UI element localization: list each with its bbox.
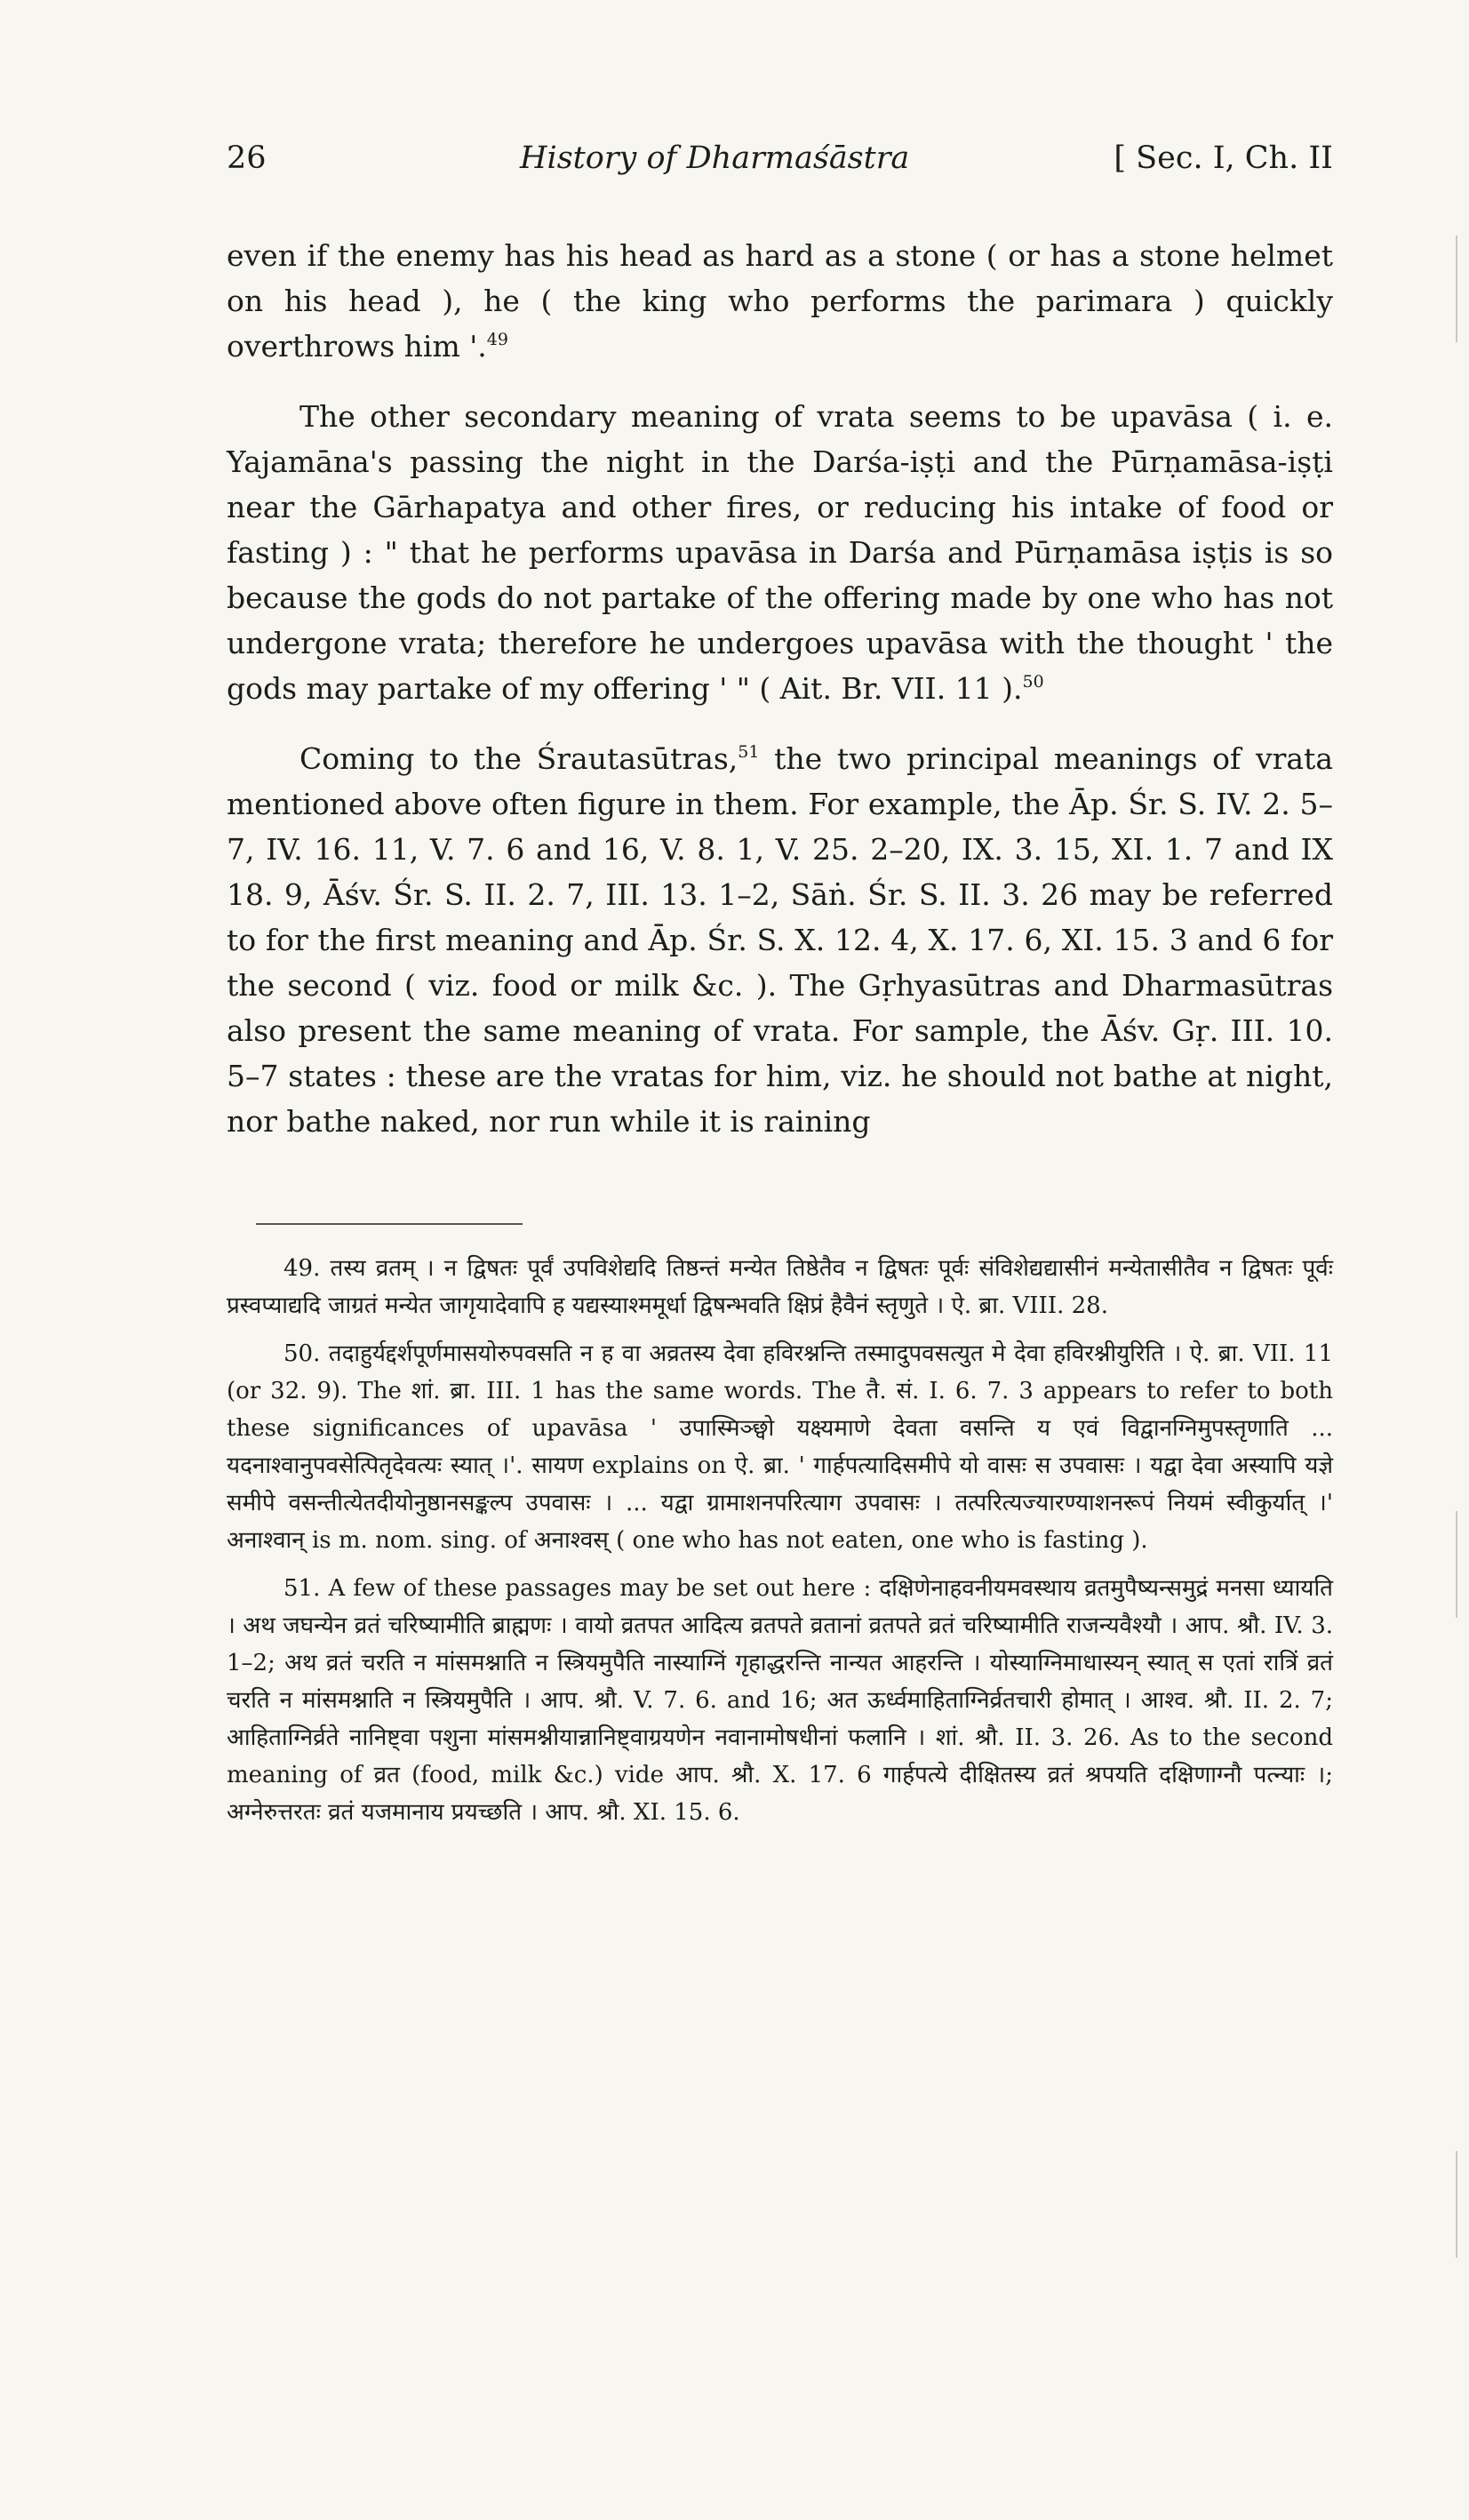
scan-margin-line xyxy=(1456,2151,1457,2258)
section-label: [ Sec. I, Ch. II xyxy=(1114,140,1333,176)
footnote xyxy=(227,1570,1333,1831)
main-text xyxy=(227,233,1333,1169)
footnote-ref: 49 xyxy=(486,330,508,349)
paragraph: even if the enemy has his head as hard as a stone ( or has a stone helmet on his head ), he ( the king who performs the parimara ) quickly overthrows him '.$^{49}$ xyxy=(227,238,1333,364)
footnotes xyxy=(227,1250,1333,1842)
book-title: History of Dharmaśāstra xyxy=(520,140,910,176)
footnote-divider xyxy=(256,1223,523,1225)
running-header xyxy=(227,140,1333,185)
paragraph: The other secondary meaning of vrata seems to be upavāsa ( i. e. Yajamāna's passing the night in the Darśa-iṣṭi and the Pūrṇamāsa-iṣṭi near the Gārhapatya and other fires, or reducing his intake of food or fasting ) : " that he performs upavāsa in Darśa and Pūrṇamāsa iṣṭis is so because the gods do not partake of the offering made by one who has not undergone vrata; therefore he undergoes upavāsa with the thought ' the gods may partake of my offering ' " ( Ait. Br. VII. 11 ).$^{50}$ xyxy=(227,399,1333,706)
footnote-ref: 51 xyxy=(738,742,760,762)
footnote-number: 49. xyxy=(283,1255,321,1282)
scan-margin-line xyxy=(1456,236,1457,342)
paragraph: Coming to the Śrautasūtras,$^{51}$ the two principal meanings of vrata mentioned above often figure in them. For example, the Āp. Śr. S. IV. 2. 5–7, IV. 16. 11, V. 7. 6 and 16, V. 8. 1, V. 25. 2–20, IX. 3. 15, XI. 1. 7 and IX 18. 9, Āśv. Śr. S. II. 2. 7, III. 13. 1–2, Sāṅ. Śr. S. II. 3. 26 may be referred to for the first meaning and Āp. Śr. S. X. 12. 4, X. 17. 6, XI. 15. 3 and 6 for the second ( viz. food or milk &c. ). The Gṛhyasūtras and Dharmasūtras also present the same meaning of vrata. For sample, the Āśv. Gṛ. III. 10. 5–7 states : these are the vratas for him, viz. he should not bathe at night, nor bathe naked, nor run while it is raining xyxy=(227,741,1333,1139)
scan-margin-line xyxy=(1456,1511,1457,1618)
footnote xyxy=(227,1250,1333,1324)
footnote-ref: 50 xyxy=(1022,672,1044,692)
footnote-text: तदाहुर्यद्दर्शपूर्णमासयोरुपवसति न ह वा अव्रतस्य देवा हविरश्नन्ति तस्मादुपवसत्युत मे देवा हविरश्नीयुरिति । ऐ. ब्रा. VII. 11 (or 32. 9). The शां. ब्रा. III. 1 has the same words. The तै. सं. I. 6. 7. 3 appears to refer to both these significances of upavāsa ' उपास्मिञ्छ्वो यक्ष्यमाणे देवता वसन्ति य एवं विद्वानग्निमुपस्तृणाति ... यदनाश्वानुपवसेत्पितृदेवत्यः स्यात् ।'. सायण explains on ऐ. ब्रा. ' गार्हपत्यादिसमीपे यो वासः स उपवासः । यद्वा देवा अस्यापि यज्ञे समीपे वसन्तीत्येतदीयोनुष्ठानसङ्कल्प उपवासः । ... यद्वा ग्रामाशनपरित्याग उपवासः । तत्परित्यज्यारण्याशनरूपं नियमं स्वीकुर्यात् ।' अनाश्वान् is m. nom. sing. of अनाश्वस् ( one who has not eaten, one who is fasting ). xyxy=(227,1340,1334,1554)
footnote xyxy=(227,1335,1333,1559)
footnote-text: A few of these passages may be set out here : दक्षिणेनाहवनीयमवस्थाय व्रतमुपैष्यन्समुद्रं मनसा ध्यायति । अथ जघन्येन व्रतं चरिष्यामीति ब्राह्मणः । वायो व्रतपत आदित्य व्रतपते व्रतानां व्रतपते व्रतं चरिष्यामीति राजन्यवैश्यौ । आप. श्रौ. IV. 3. 1–2; अथ व्रतं चरति न मांसमश्नाति न स्त्रियमुपैति नास्याग्निं गृहाद्धरन्ति नान्यत आहरन्ति । योस्याग्निमाधास्यन् स्यात् स एतां रात्रिं व्रतं चरति न मांसमश्नाति न स्त्रियमुपैति । आप. श्रौ. V. 7. 6. and 16; अत ऊर्ध्वमाहिताग्निर्व्रतचारी होमात् । आश्व. श्रौ. II. 2. 7; आहिताग्निर्व्रते नानिष्ट्वा पशुना मांसमश्नीयान्नानिष्ट्वाग्रयणेन नवानामोषधीनां फलानि । शां. श्रौ. II. 3. 26. As to the second meaning of व्रत (food, milk &c.) vide आप. श्रौ. X. 17. 6 गार्हपत्ये दीक्षितस्य व्रतं श्रपयति दक्षिणाग्नौ पत्न्याः ।; अग्नेरुत्तरतः व्रतं यजमानाय प्रयच्छति । आप. श्रौ. XI. 15. 6. xyxy=(227,1575,1333,1826)
footnote-number: 50. xyxy=(283,1340,321,1367)
page-number: 26 xyxy=(227,140,267,176)
footnote-number: 51. xyxy=(283,1575,321,1602)
footnote-text: तस्य व्रतम् । न द्विषतः पूर्वं उपविशेद्यदि तिष्ठन्तं मन्येत तिष्ठेतैव न द्विषतः पूर्वः संविशेद्यद्यासीनं मन्येतासीतैव न द्विषतः पूर्वः प्रस्वप्याद्यदि जाग्रतं मन्येत जागृयादेवापि ह यद्यस्याश्ममूर्धा द्विषन्भवति क्षिप्रं हैवैनं स्तृणुते । ऐ. ब्रा. VIII. 28. xyxy=(227,1255,1333,1319)
